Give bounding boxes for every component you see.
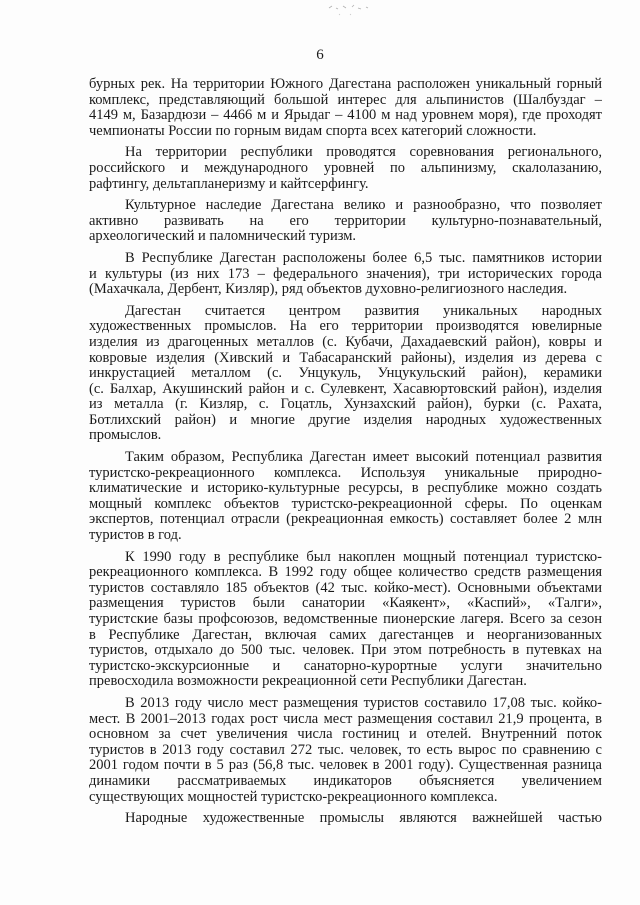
text-line: и культуры (из них 173 – федерального значения), три исторических города <box>89 266 602 282</box>
paragraph <box>89 550 602 690</box>
text-line: инкрустацией металлом (с. Унцукуль, Унцукульский район), керамики <box>89 366 602 382</box>
text-line: чемпионаты России по горным видам спорта всех категорий сложности. <box>89 123 537 139</box>
text-line: превосходила возможности рекреационной сети Республики Дагестан. <box>89 674 527 690</box>
text-line: В 2013 году число мест размещения туристов составило 17,08 тыс. койко- <box>125 695 602 711</box>
paragraph <box>89 696 602 805</box>
text-line: Таким образом, Республика Дагестан имеет высокий потенциал развития <box>125 450 602 466</box>
text-line: 2001 годом почти в 5 раз (56,8 тыс. человек в 2001 году). Существенная разница <box>89 758 602 774</box>
text-line: В Республике Дагестан расположены более 6,5 тыс. памятников истории <box>125 250 602 266</box>
text-line: (Махачкала, Дербент, Кизляр), ряд объектов духовно-религиозного наследия. <box>89 282 568 298</box>
document-body <box>89 77 602 827</box>
paragraph <box>89 145 602 192</box>
text-line: Народные художественные промыслы являются важнейшей частью <box>125 811 602 827</box>
paragraph <box>89 304 602 444</box>
text-line: в Республике Дагестан, включая самих дагестанцев и неорганизованных <box>89 627 602 643</box>
text-line: археологический и паломнический туризм. <box>89 229 357 245</box>
paragraph <box>89 77 602 139</box>
page-number: 6 <box>316 47 324 63</box>
text-line: (с. Балхар, Акушинский район и с. Сулевкент, Хасавюртовский район), изделия <box>89 381 602 397</box>
text-line: мощный комплекс объектов туристско-рекреационной сферы. По оценкам <box>89 496 602 512</box>
text-line: туристско-рекреационного комплекса. Используя уникальные природно- <box>89 465 602 481</box>
text-line: мест. В 2001–2013 годах рост числа мест размещения составил 21,9 процента, в <box>89 711 602 727</box>
text-line: К 1990 году в республике был накоплен мощный потенциал туристско- <box>125 549 602 565</box>
text-line: рафтингу, дельтапланеризму и кайтсерфингу. <box>89 176 369 192</box>
text-line: туристов составляло 185 объектов (42 тыс. койко-мест). Основными объектами <box>89 580 602 596</box>
text-line: ковровые изделия (Хивский и Табасаранский районы), изделия из дерева с <box>89 350 602 366</box>
text-line: туристов в год. <box>89 528 182 544</box>
paragraph <box>89 811 602 827</box>
text-line: 4149 м, Базардюзи – 4466 м и Ярыдаг – 4100 м над уровнем моря), где проходят <box>89 108 602 124</box>
text-line: изделия из драгоценных металлов (с. Кубачи, Дахадаевский район), ковры и <box>89 334 602 350</box>
text-line: туристско-экскурсионные и санаторно-курортные услуги значительно <box>89 658 602 674</box>
text-line: бурных рек. На территории Южного Дагестана расположен уникальный горный <box>89 77 602 92</box>
text-line: Культурное наследие Дагестана велико и разнообразно, что позволяет <box>125 198 602 214</box>
text-line: из металла (г. Кизляр, с. Гоцатль, Хунзахский район), бурки (с. Рахата, <box>89 397 602 413</box>
text-line: На территории республики проводятся соревнования регионального, <box>125 145 602 161</box>
text-line: размещения туристов были санатории «Каякент», «Каспий», «Талги», <box>89 596 602 612</box>
paragraph <box>89 450 602 544</box>
text-line: туристов, отдыхало до 500 тыс. человек. При этом потребность в путевках на <box>89 643 602 659</box>
text-line: Ботлихский район) и многие другие изделия народных художественных <box>89 412 602 428</box>
text-line: туристские базы профсоюзов, ведомственные пионерские лагеря. Всего за сезон <box>89 612 602 627</box>
text-line: художественных промыслов. На его территории производятся ювелирные <box>89 319 602 335</box>
paragraph <box>89 251 602 298</box>
scan-artifact-mark <box>325 2 385 18</box>
text-line: рекреационного комплекса. В 1992 году общее количество средств размещения <box>89 565 602 581</box>
text-line: динамики рассматриваемых индикаторов объясняется увеличением <box>89 773 602 789</box>
text-line: климатические и историко-культурные ресурсы, в республике можно создать <box>89 481 602 497</box>
text-line: комплекс, представляющий большой интерес для альпинистов (Шалбуздаг – <box>89 92 602 108</box>
text-line: Дагестан считается центром развития уникальных народных <box>125 303 602 319</box>
text-line: промыслов. <box>89 428 162 444</box>
text-line: существующих мощностей туристско-рекреационного комплекса. <box>89 789 498 805</box>
text-line: российского и международного уровней по альпинизму, скалолазанию, <box>89 160 602 176</box>
text-line: активно развивать на его территории культурно-познавательный, <box>89 213 602 229</box>
text-line: основном за счет увеличения числа гостиниц и отелей. Внутренний поток <box>89 727 602 743</box>
text-line: туристов в 2013 году составил 272 тыс. человек, то есть вырос по сравнению с <box>89 742 602 758</box>
text-line: экспертов, потенциал отрасли (рекреационная емкость) составляет более 2 млн <box>89 512 602 528</box>
paragraph <box>89 198 602 245</box>
